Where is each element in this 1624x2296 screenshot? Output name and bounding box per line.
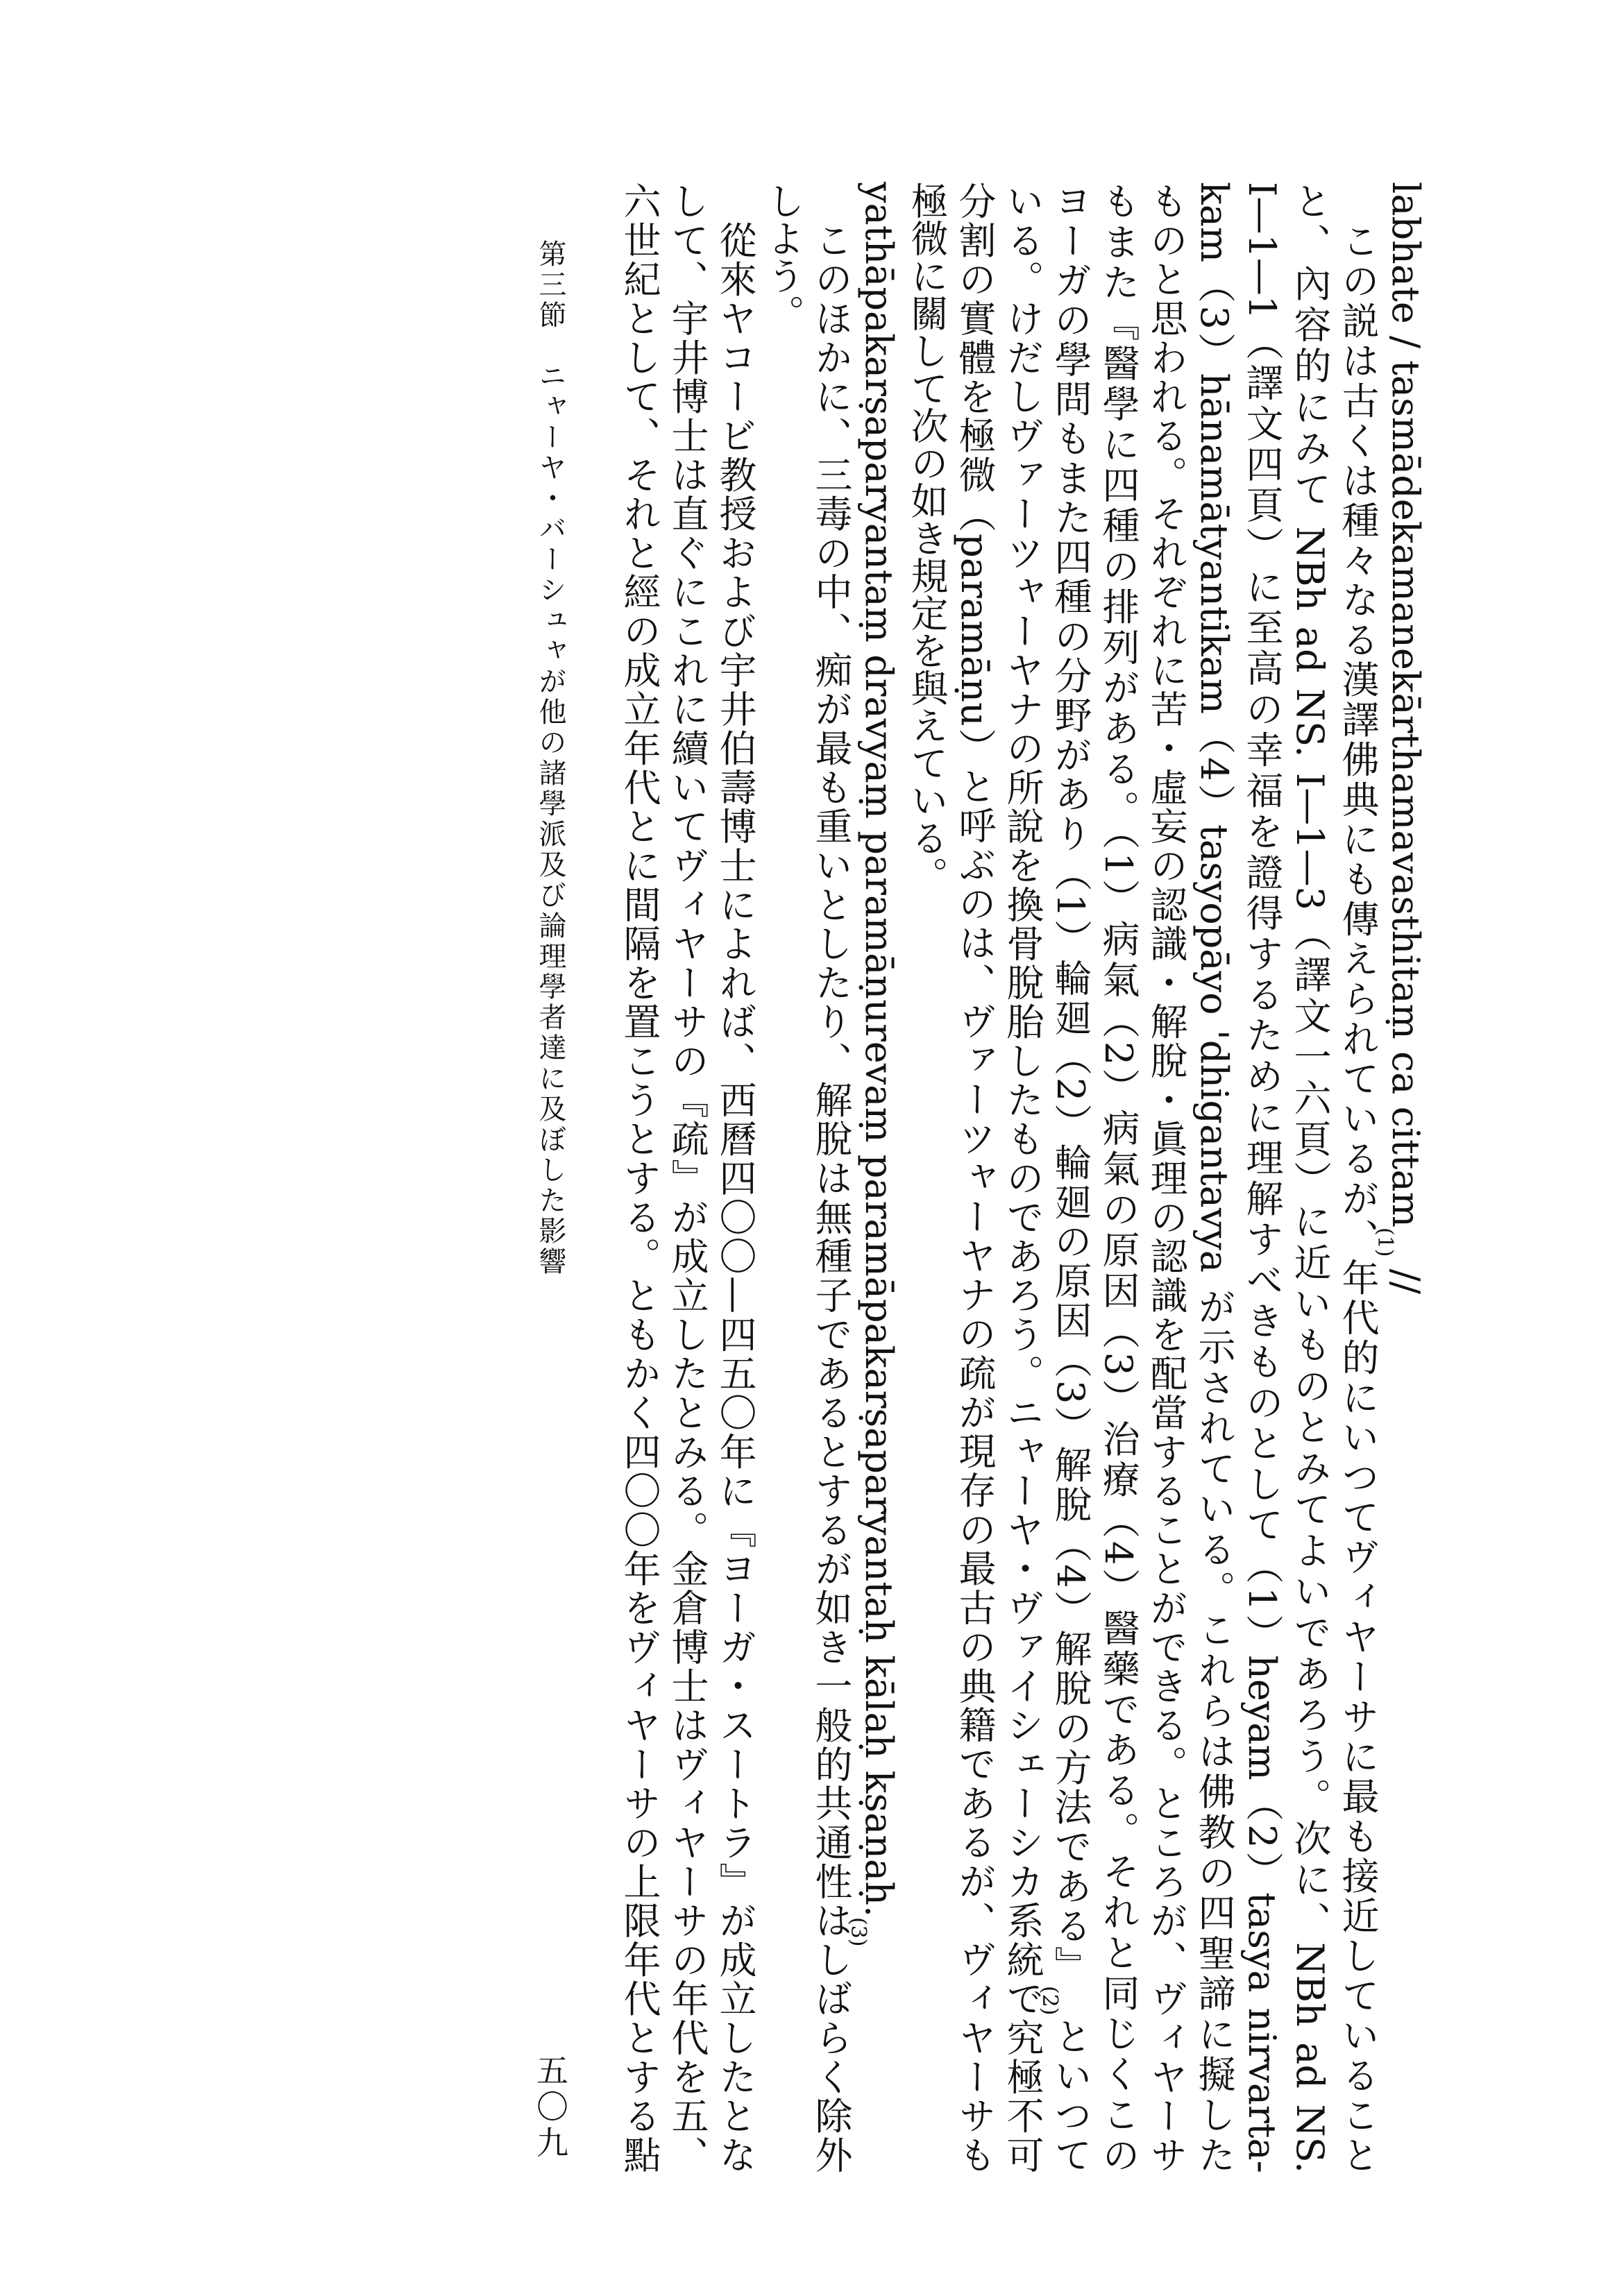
- text-line: 從來ヤコービ教授および宇井伯壽博士によれば、西曆四〇〇—四五〇年に『ヨーガ・スートラ』が成立したとな: [713, 182, 757, 2173]
- text-line: ものと思われる。それぞれに苦・虛妄の認識・解脫・眞理の認識を配當することができる。ところが、ヴィヤーサ: [1144, 182, 1188, 2173]
- running-footer-section-title: 第三節 ニャーヤ・バーシュャが他の諸學派及び論理學者達に及ぼした影響: [534, 239, 566, 1277]
- text-line: I—1—1（譯文四頁）に至高の幸福を證得するために理解すべきものとして（1）heyam（2）tasya nirvarta-: [1240, 182, 1284, 2173]
- text-line: 極微に關して次の如き規定を與えている。: [905, 182, 949, 894]
- text-line: kam（3）hānamātyantikam（4）tasyopāyo 'dhigantavya が示されている。これらは佛教の四聖諦に擬した: [1192, 182, 1236, 2173]
- text-line-sanskrit-verse: [1373, 182, 1430, 2173]
- text-line: このほかに、三毒の中、痴が最も重いとしたり、解脫は無種子であるとするが如き一般的共通性はしばらく除外: [809, 182, 853, 2173]
- footnote-marker-3: (3): [846, 1917, 870, 1947]
- verse-end-mark: //: [1384, 1257, 1428, 1294]
- quote-text: yathāpakarṣaparyantaṃ dravyaṃ paramāṇurevaṃ paramāpakarṣaparyantaḥ kālaḥ kṣaṇaḥ.: [857, 182, 901, 1918]
- text-line: して、宇井博士は直ぐにこれに續いてヴィヤーサの『疏』が成立したとみる。金倉博士はヴィヤーサの年代を五、: [666, 182, 709, 2173]
- text-line: この説は古くは種々なる漢譯佛典にも傳えられているが、年代的にいつてヴィヤーサに最も接近していること: [1336, 182, 1380, 2173]
- text-line: しよう。: [761, 182, 805, 332]
- text-line: [1038, 182, 1094, 2173]
- text-line-sanskrit-quote: [846, 182, 903, 2173]
- line-text-tail: といつて: [1049, 2015, 1092, 2173]
- text-line: と、內容的にみて NBh ad NS. I—1—3（譯文一六頁）に近いものとみてよいであろう。次に、NBh ad NS.: [1288, 182, 1332, 2173]
- text-line: もまた『醫學に四種の排列がある。（1）病氣（2）病氣の原因（3）治療（4）醫藥である。それと同じくこの: [1097, 182, 1140, 2173]
- text-line: 分割の實體を極微（paramāṇu）と呼ぶのは、ヴァーツャーヤナの疏が現存の最古の典籍であるが、ヴィヤーサも: [953, 182, 997, 2173]
- text-line: 六世紀として、それと經の成立年代とに間隔を置こうとする。ともかく四〇〇年をヴィヤーサの上限年代とする點: [618, 182, 661, 2174]
- footnote-marker-2: (2): [1038, 1985, 1062, 2016]
- line-text: ヨーガの學問もまた四種の分野があり（1）輪廻（2）輪廻の原因（3）解脫（4）解脫の方法である』: [1049, 182, 1092, 1986]
- verse-text: labhate / tasmādekamanekārthamavasthitaṃ ca cittam: [1384, 182, 1428, 1227]
- text-line: いる。けだしヴァーツャーヤナの所說を換骨脫胎したものであろう。ニャーヤ・ヴァイシェーシカ系統で究極不可: [1001, 182, 1044, 2173]
- footnote-marker-1: (1): [1373, 1227, 1397, 1257]
- page-number: 五〇九: [532, 2054, 569, 2162]
